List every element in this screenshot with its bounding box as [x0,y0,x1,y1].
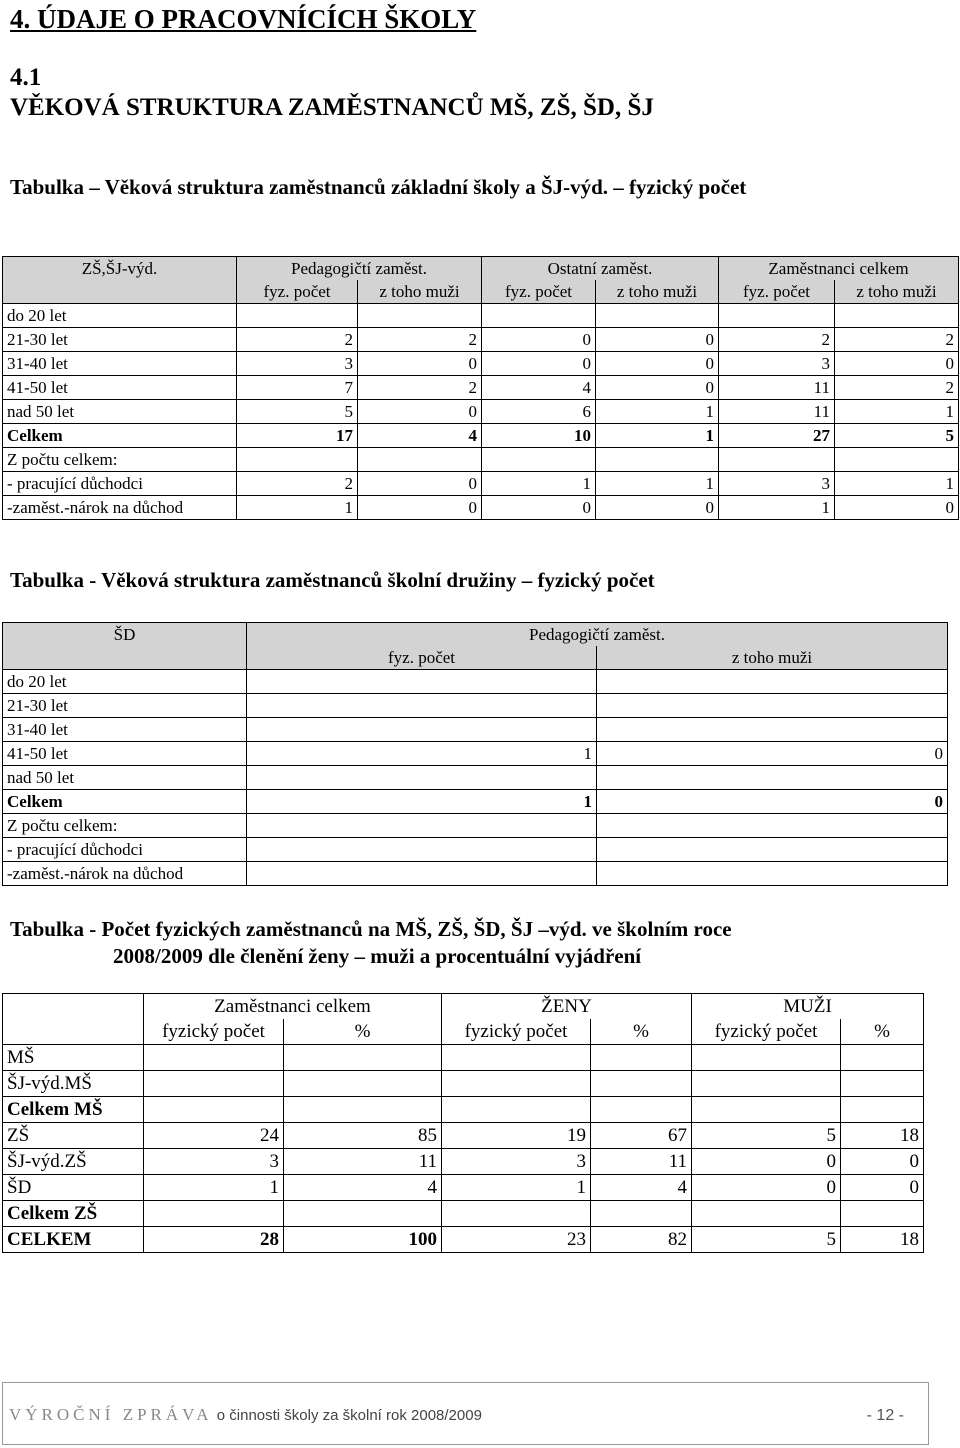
table-row [3,376,959,400]
table-cell: 85 [284,1123,442,1149]
row-label: 21-30 let [3,694,247,718]
row-label: CELKEM [3,1227,144,1253]
table-cell: 19 [442,1123,591,1149]
row-label: -zaměst.-nárok na důchod [3,862,247,886]
section-number: 4.1 [10,64,42,91]
table-cell: 0 [841,1175,924,1201]
table-cell [482,304,596,328]
table-cell: 0 [692,1175,841,1201]
table-cell: 0 [482,352,596,376]
table-cell: 4 [482,376,596,400]
table-cell [482,448,596,472]
row-label: -zaměst.-nárok na důchod [3,496,237,520]
table1-subheader: z toho muži [358,280,482,304]
table-cell: 0 [596,496,719,520]
table-row [3,790,948,814]
table-cell [841,1201,924,1227]
table-row [3,304,959,328]
table-cell [841,1045,924,1071]
table-cell: 5 [237,400,358,424]
table-cell: 28 [144,1227,284,1253]
table3-caption-line1: Tabulka - Počet fyzických zaměstnanců na MŠ, ZŠ, ŠD, ŠJ –výd. ve školním roce [10,917,732,941]
table-cell: 1 [596,400,719,424]
table-row [3,328,959,352]
row-label: Celkem ZŠ [3,1201,144,1227]
table-cell: 11 [591,1149,692,1175]
row-label: Celkem [3,424,237,448]
table2-group-header: Pedagogičtí zaměst. [247,623,948,647]
table-cell: 1 [144,1175,284,1201]
table-cell: 5 [692,1227,841,1253]
table-cell [358,448,482,472]
table2-subheader: z toho muži [597,646,948,670]
row-label: Celkem MŠ [3,1097,144,1123]
table-cell [591,1201,692,1227]
table-cell [247,766,597,790]
table-cell: 3 [144,1149,284,1175]
page-footer [2,1382,929,1445]
table-cell: 0 [835,352,959,376]
row-label: 21-30 let [3,328,237,352]
table-row [3,400,959,424]
table3-subheader: fyzický počet [442,1019,591,1045]
staff-gender-table [2,993,924,1253]
table-row [3,1123,924,1149]
table2-caption: Tabulka - Věková struktura zaměstnanců školní družiny – fyzický počet [10,568,655,592]
table-cell [591,1071,692,1097]
row-label: MŠ [3,1045,144,1071]
table-cell [591,1045,692,1071]
table3-subheader: fyzický počet [144,1019,284,1045]
table-cell [144,1201,284,1227]
table-cell [247,814,597,838]
table-cell [841,1097,924,1123]
table-cell [442,1201,591,1227]
table-cell: 2 [237,472,358,496]
table-cell: 4 [284,1175,442,1201]
table-cell: 0 [596,376,719,400]
table-cell [841,1071,924,1097]
footer-report-label: VÝROČNÍ ZPRÁVA [9,1405,213,1424]
table1-corner: ZŠ,ŠJ-výd. [3,257,237,281]
table-cell [596,304,719,328]
table3-subheader: % [284,1019,442,1045]
table1-subheader: fyz. počet [237,280,358,304]
table-row [3,1097,924,1123]
table-cell [597,838,948,862]
table1-group-header: Pedagogičtí zaměst. [237,257,482,281]
footer-title [9,1405,482,1425]
table-cell: 1 [596,424,719,448]
row-label: do 20 let [3,670,247,694]
row-label: Z počtu celkem: [3,448,237,472]
table-cell [284,1071,442,1097]
table1-subheader: fyz. počet [482,280,596,304]
table-row [3,862,948,886]
row-label: 41-50 let [3,742,247,766]
row-label: 41-50 let [3,376,237,400]
table-cell: 2 [835,376,959,400]
table3-group-header: ŽENY [442,994,692,1020]
row-label: - pracující důchodci [3,472,237,496]
table3-subheader: % [841,1019,924,1045]
table-cell: 67 [591,1123,692,1149]
row-label: nad 50 let [3,766,247,790]
table-cell: 1 [482,472,596,496]
table-cell: 3 [719,472,835,496]
table-cell [591,1097,692,1123]
table-cell [692,1071,841,1097]
age-structure-table-sd [2,622,948,886]
table-cell [692,1097,841,1123]
table-cell: 0 [482,496,596,520]
table-row [3,1071,924,1097]
table-row [3,670,948,694]
table-cell: 0 [841,1149,924,1175]
table-cell: 1 [835,472,959,496]
table-row [3,1045,924,1071]
table-cell: 11 [719,376,835,400]
table-cell: 4 [358,424,482,448]
table-cell: 3 [442,1149,591,1175]
table-row [3,448,959,472]
table-cell [597,862,948,886]
table-cell: 11 [719,400,835,424]
table-row [3,718,948,742]
table-cell: 0 [358,472,482,496]
table-cell [284,1201,442,1227]
table-cell: 2 [358,376,482,400]
table-row [3,1227,924,1253]
table-cell: 0 [482,328,596,352]
table-cell: 5 [835,424,959,448]
table-cell [692,1045,841,1071]
section-title: VĚKOVÁ STRUKTURA ZAMĚSTNANCŮ MŠ, ZŠ, ŠD, ŠJ [10,94,654,121]
table-row [3,766,948,790]
table-row [3,742,948,766]
table-cell: 100 [284,1227,442,1253]
table-row [3,1149,924,1175]
table-cell: 82 [591,1227,692,1253]
table-cell [144,1045,284,1071]
table-row [3,496,959,520]
table-cell [247,718,597,742]
table-cell: 4 [591,1175,692,1201]
table-cell [144,1097,284,1123]
table-cell: 0 [358,496,482,520]
table-cell [597,766,948,790]
table-cell: 1 [719,496,835,520]
table3-group-header: MUŽI [692,994,924,1020]
table-cell: 3 [237,352,358,376]
age-structure-table-zs [2,256,959,520]
page-number: - 12 - [866,1407,904,1424]
page-heading: 4. ÚDAJE O PRACOVNÍCÍCH ŠKOLY [10,4,477,34]
table-cell: 0 [358,400,482,424]
table-cell [442,1097,591,1123]
table-cell: 2 [237,328,358,352]
table-row [3,472,959,496]
table-cell: 24 [144,1123,284,1149]
table-cell: 0 [597,790,948,814]
table-cell: 6 [482,400,596,424]
row-label: ŠD [3,1175,144,1201]
table-cell [247,694,597,718]
table-cell: 1 [442,1175,591,1201]
table-row [3,424,959,448]
row-label: nad 50 let [3,400,237,424]
table3-subheader: % [591,1019,692,1045]
table-cell: 23 [442,1227,591,1253]
row-label: ŠJ-výd.MŠ [3,1071,144,1097]
table-cell: 0 [835,496,959,520]
table-cell: 18 [841,1227,924,1253]
table3-subheader: fyzický počet [692,1019,841,1045]
table-cell [719,448,835,472]
row-label: do 20 let [3,304,237,328]
table-cell [237,304,358,328]
table-cell: 0 [596,328,719,352]
table-cell: 27 [719,424,835,448]
table-cell: 17 [237,424,358,448]
table-cell [237,448,358,472]
table-cell [247,862,597,886]
table-cell: 0 [596,352,719,376]
table-cell [719,304,835,328]
table-cell: 1 [237,496,358,520]
table2-corner: ŠD [3,623,247,647]
table-cell [597,718,948,742]
table-cell [247,670,597,694]
table-cell [596,448,719,472]
row-label: ZŠ [3,1123,144,1149]
table-cell: 3 [719,352,835,376]
table-cell: 0 [597,742,948,766]
table-cell [597,670,948,694]
table-cell [247,838,597,862]
table-cell: 0 [692,1149,841,1175]
table-cell: 10 [482,424,596,448]
table-cell: 2 [835,328,959,352]
table-cell: 5 [692,1123,841,1149]
table1-caption: Tabulka – Věková struktura zaměstnanců základní školy a ŠJ-výd. – fyzický počet [10,175,747,199]
table1-subheader: fyz. počet [719,280,835,304]
table-cell: 1 [247,790,597,814]
footer-report-subtitle: o činnosti školy za školní rok 2008/2009 [216,1407,482,1424]
table-cell [442,1045,591,1071]
table-cell [144,1071,284,1097]
table-row [3,352,959,376]
table-cell [597,694,948,718]
table-cell [284,1097,442,1123]
table-cell [284,1045,442,1071]
table-cell [597,814,948,838]
row-label: 31-40 let [3,718,247,742]
table-cell: 1 [247,742,597,766]
table3-group-header: Zaměstnanci celkem [144,994,442,1020]
table-cell: 7 [237,376,358,400]
table-row [3,694,948,718]
table-cell: 11 [284,1149,442,1175]
table-cell [442,1071,591,1097]
row-label: Celkem [3,790,247,814]
table1-group-header: Zaměstnanci celkem [719,257,959,281]
table-row [3,838,948,862]
table-row [3,1175,924,1201]
table-row [3,1201,924,1227]
table1-group-header: Ostatní zaměst. [482,257,719,281]
table-cell: 18 [841,1123,924,1149]
table1-subheader: z toho muži [596,280,719,304]
row-label: - pracující důchodci [3,838,247,862]
table-cell: 1 [596,472,719,496]
table-row [3,814,948,838]
table3-caption-line2: 2008/2009 dle členění ženy – muži a procentuální vyjádření [113,944,642,968]
table-cell [835,448,959,472]
table-cell: 2 [719,328,835,352]
table1-subheader: z toho muži [835,280,959,304]
row-label: 31-40 let [3,352,237,376]
table-cell [358,304,482,328]
table-cell: 2 [358,328,482,352]
table-cell [835,304,959,328]
row-label: ŠJ-výd.ZŠ [3,1149,144,1175]
table-cell: 1 [835,400,959,424]
table-cell: 0 [358,352,482,376]
row-label: Z počtu celkem: [3,814,247,838]
table-cell [692,1201,841,1227]
table2-subheader: fyz. počet [247,646,597,670]
